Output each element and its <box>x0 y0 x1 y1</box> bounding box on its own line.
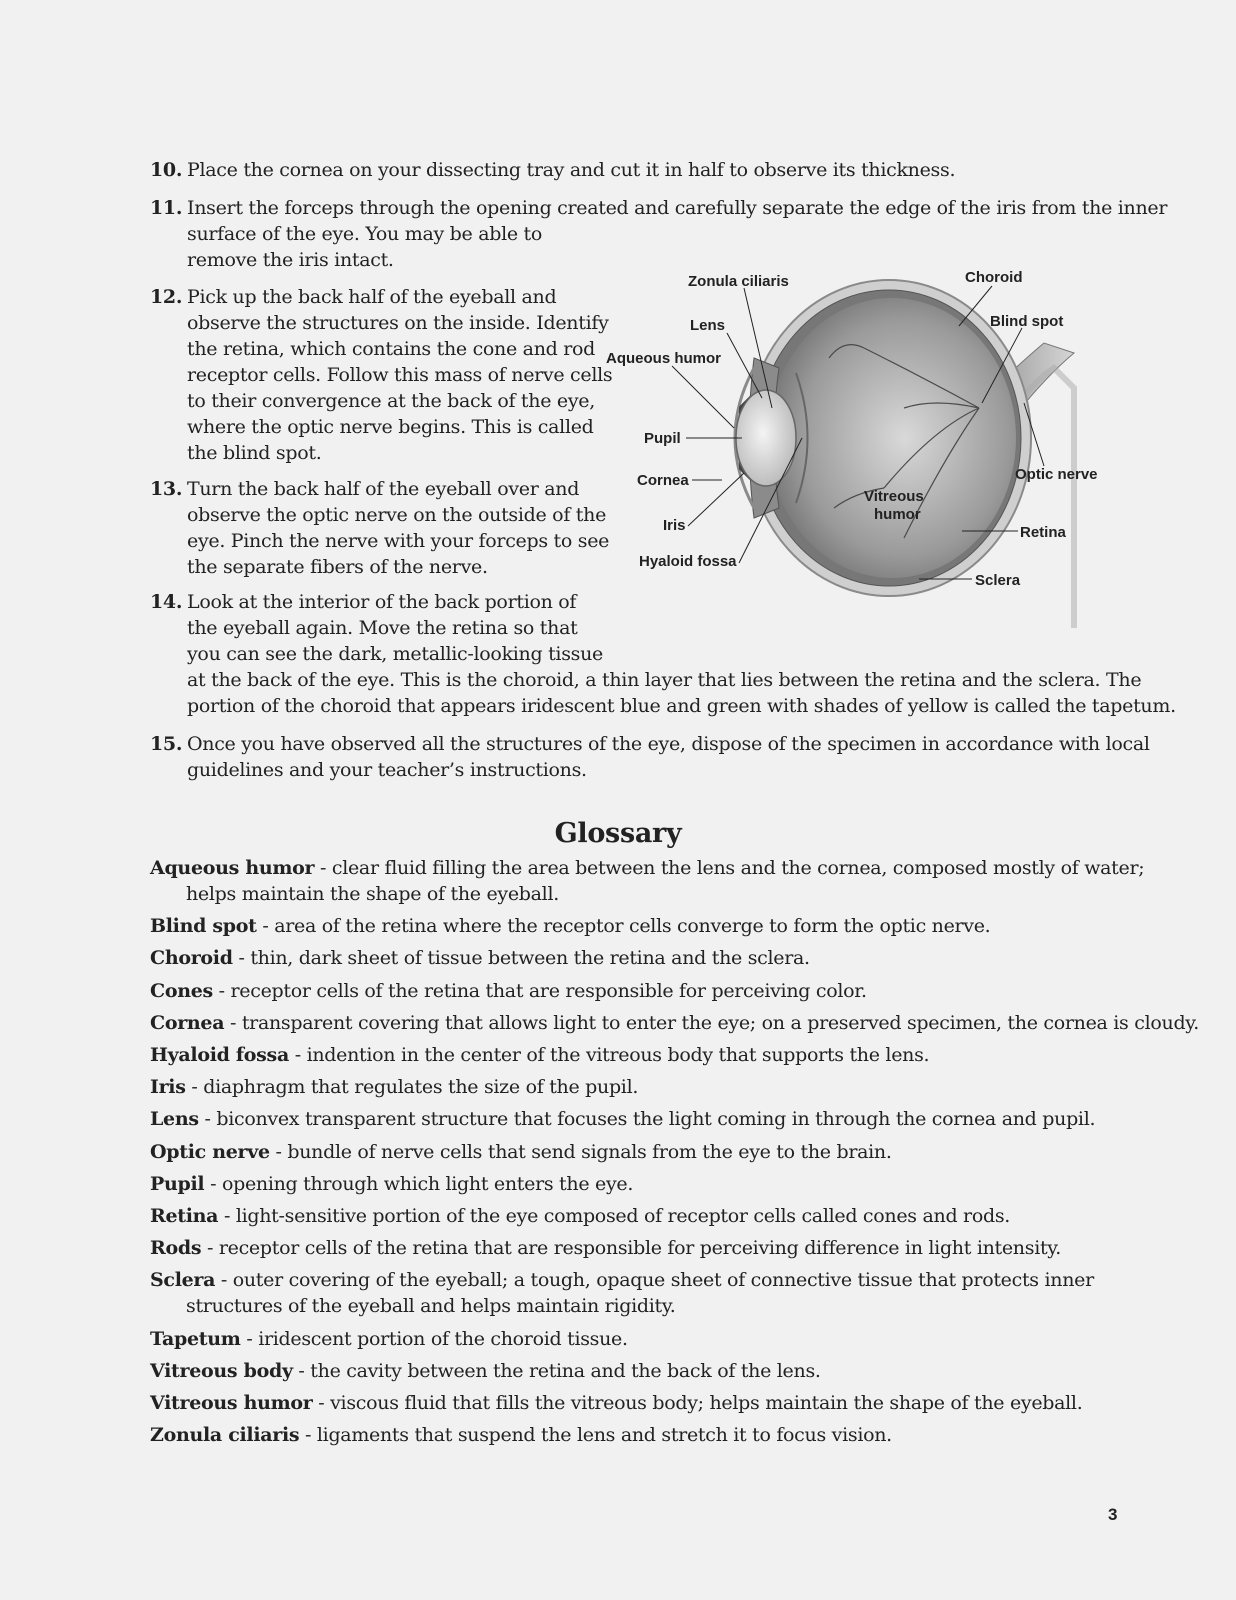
glossary-term: Cones <box>150 979 213 1002</box>
step-line: Turn the back half of the eyeball over and <box>187 478 580 500</box>
step-line: Pick up the back half of the eyeball and <box>187 286 557 308</box>
glossary-definition: area of the retina where the receptor cells converge to form the optic nerve. <box>274 915 991 938</box>
step-line: observe the structures on the inside. Identify <box>187 312 609 334</box>
glossary-term: Aqueous humor <box>150 857 315 879</box>
glossary-entry <box>150 1235 1061 1261</box>
glossary-term: Choroid <box>150 947 233 970</box>
glossary-entry <box>150 1203 1010 1229</box>
glossary-definition: thin, dark sheet of tissue between the retina and the sclera. <box>250 947 810 970</box>
glossary-definition: transparent covering that allows light to enter the eye; on a preserved specimen, the cornea is cloudy. <box>241 1011 1199 1034</box>
glossary-separator: - <box>198 1108 217 1131</box>
glossary-entry <box>150 1267 1094 1319</box>
glossary-term: Rods <box>150 1237 202 1260</box>
step-number: 11. <box>150 197 183 219</box>
glossary-entry <box>150 855 1144 907</box>
glossary-entry <box>150 1106 1095 1132</box>
glossary-term: Lens <box>150 1108 199 1131</box>
label-hyaloid-fossa: Hyaloid fossa <box>639 553 737 570</box>
vitreous-body-shape <box>768 298 1016 578</box>
glossary-separator: - <box>292 1359 311 1382</box>
step-line: Look at the interior of the back portion of <box>187 591 577 613</box>
glossary-term: Pupil <box>150 1172 205 1195</box>
glossary-term: Zonula ciliaris <box>150 1424 300 1447</box>
glossary-definition: diaphragm that regulates the size of the pupil. <box>203 1076 639 1099</box>
glossary-term: Retina <box>150 1205 219 1227</box>
step-line: where the optic nerve begins. This is called <box>187 416 594 438</box>
eye-anatomy-diagram <box>604 258 1124 628</box>
glossary-definition: viscous fluid that fills the vitreous body; helps maintain the shape of the eyeball. <box>330 1392 1083 1414</box>
glossary-entry <box>150 913 990 939</box>
lens-shape <box>736 390 796 486</box>
step-number: 15. <box>150 733 183 755</box>
glossary-entry <box>150 1139 892 1165</box>
glossary-definition: iridescent portion of the choroid tissue. <box>258 1327 628 1350</box>
glossary-term: Blind spot <box>150 915 257 938</box>
glossary-separator: - <box>185 1076 204 1099</box>
glossary-separator: - <box>232 947 251 970</box>
glossary-separator: - <box>224 1011 242 1034</box>
step-line: you can see the dark, metallic-looking tissue <box>187 643 603 665</box>
glossary-separator: - <box>215 1269 233 1292</box>
step-line: Place the cornea on your dissecting tray and cut it in half to observe its thickness. <box>187 159 956 181</box>
glossary-term: Optic nerve <box>150 1140 270 1163</box>
glossary-entry <box>150 945 810 971</box>
glossary-entry <box>150 1042 929 1068</box>
page-number: 3 <box>1108 1505 1118 1524</box>
step-line: the retina, which contains the cone and rod <box>187 338 596 360</box>
glossary-separator: - <box>240 1327 259 1350</box>
glossary-separator: - <box>212 979 231 1002</box>
glossary-entry <box>150 978 867 1004</box>
glossary-entry <box>150 1390 1082 1416</box>
glossary-separator: - <box>314 857 332 879</box>
glossary-definition-continued: structures of the eyeball and helps maintain rigidity. <box>186 1295 676 1318</box>
step-line: Insert the forceps through the opening created and carefully separate the edge of the iris from the inner <box>187 197 1168 219</box>
glossary-term: Cornea <box>150 1011 225 1034</box>
step-number: 13. <box>150 478 183 500</box>
glossary-term: Tapetum <box>150 1327 241 1350</box>
glossary-definition: indention in the center of the vitreous body that supports the lens. <box>306 1044 930 1066</box>
glossary-entry <box>150 1074 638 1100</box>
label-sclera: Sclera <box>975 572 1021 589</box>
glossary-definition: receptor cells of the retina that are responsible for perceiving color. <box>230 979 867 1002</box>
glossary-separator: - <box>288 1044 307 1066</box>
glossary-separator: - <box>204 1172 222 1195</box>
glossary-entry <box>150 1171 633 1197</box>
label-retina: Retina <box>1020 524 1066 541</box>
step-line: portion of the choroid that appears iridescent blue and green with shades of yellow is called the tapetum. <box>187 695 1176 717</box>
glossary-definition: light-sensitive portion of the eye composed of receptor cells called cones and rods. <box>235 1205 1011 1227</box>
label-blind-spot: Blind spot <box>990 313 1064 330</box>
glossary-definition: ligaments that suspend the lens and stretch it to focus vision. <box>316 1424 892 1447</box>
glossary-definition-continued: helps maintain the shape of the eyeball. <box>186 883 559 905</box>
step-number: 12. <box>150 286 183 308</box>
label-lens: Lens <box>690 317 726 334</box>
step-line: to their convergence at the back of the eye, <box>187 390 595 412</box>
glossary-entry <box>150 1422 892 1448</box>
step-line: observe the optic nerve on the outside of the <box>187 504 607 526</box>
step-line: eye. Pinch the nerve with your forceps to see <box>187 530 610 552</box>
step-line: receptor cells. Follow this mass of nerve cells <box>187 364 613 386</box>
label-pupil: Pupil <box>644 430 681 447</box>
glossary-entry <box>150 1326 628 1352</box>
label-zonula-ciliaris: Zonula ciliaris <box>688 273 789 290</box>
label-iris: Iris <box>663 517 686 534</box>
glossary-title: Glossary <box>554 818 682 849</box>
step-line: the blind spot. <box>187 442 322 464</box>
step-line: remove the iris intact. <box>187 249 394 271</box>
glossary-separator: - <box>299 1424 317 1447</box>
glossary-entry <box>150 1010 1199 1036</box>
glossary-definition: receptor cells of the retina that are responsible for perceiving difference in light intensity. <box>218 1237 1061 1260</box>
glossary-definition: the cavity between the retina and the back of the lens. <box>310 1359 821 1382</box>
step-number: 14. <box>150 591 183 613</box>
glossary-term: Iris <box>150 1076 186 1099</box>
step-line: guidelines and your teacher’s instructions. <box>187 759 587 781</box>
glossary-term: Vitreous humor <box>150 1392 313 1414</box>
glossary-separator: - <box>256 915 275 938</box>
glossary-term: Hyaloid fossa <box>150 1044 289 1066</box>
glossary-separator: - <box>269 1140 288 1163</box>
step-line: surface of the eye. You may be able to <box>187 223 543 245</box>
glossary-separator: - <box>312 1392 331 1414</box>
step-line: at the back of the eye. This is the choroid, a thin layer that lies between the retina and the sclera. The <box>187 669 1142 691</box>
glossary-definition: biconvex transparent structure that focuses the light coming in through the cornea and pupil. <box>216 1108 1096 1131</box>
glossary-definition: outer covering of the eyeball; a tough, opaque sheet of connective tissue that protects inner <box>232 1269 1094 1292</box>
label-choroid: Choroid <box>965 269 1023 286</box>
glossary-term: Sclera <box>150 1269 216 1292</box>
label-cornea: Cornea <box>637 472 689 489</box>
glossary-definition: clear fluid filling the area between the lens and the cornea, composed mostly of water; <box>331 857 1145 879</box>
glossary-term: Vitreous body <box>150 1359 293 1382</box>
label-optic-nerve: Optic nerve <box>1015 466 1098 483</box>
glossary-separator: - <box>218 1205 236 1227</box>
label-aqueous-humor: Aqueous humor <box>606 350 721 367</box>
step-number: 10. <box>150 159 183 181</box>
step-line: the eyeball again. Move the retina so that <box>187 617 578 639</box>
glossary-entry <box>150 1358 821 1384</box>
glossary-definition: bundle of nerve cells that send signals from the eye to the brain. <box>287 1140 892 1163</box>
label-vitreous-humor-1: Vitreous <box>864 488 924 505</box>
step-line: the separate fibers of the nerve. <box>187 556 488 578</box>
step-line: Once you have observed all the structures of the eye, dispose of the specimen in accordance with local <box>187 733 1150 755</box>
glossary-separator: - <box>201 1237 219 1260</box>
label-vitreous-humor-2: humor <box>874 506 921 523</box>
glossary-definition: opening through which light enters the eye. <box>221 1172 634 1195</box>
